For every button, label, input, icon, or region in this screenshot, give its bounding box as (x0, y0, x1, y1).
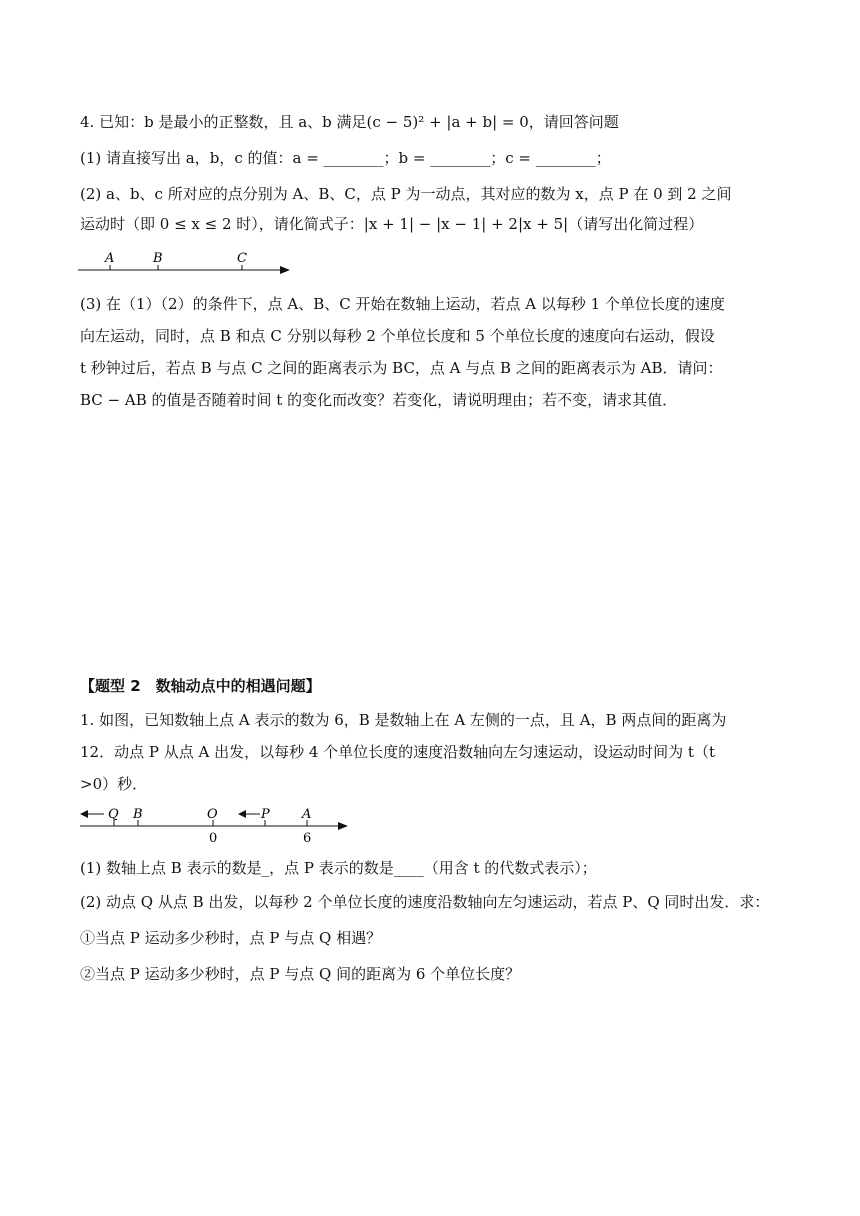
axis-label-a2: A (302, 807, 312, 822)
axis-label-a: A (105, 251, 115, 266)
tick-label-six: 6 (303, 831, 312, 846)
s2-line-2: 12．动点 P 从点 A 出发，以每秒 4 个单位长度的速度沿数轴向左匀速运动，设运动时间为 t（t (80, 743, 715, 761)
axis-label-p: P (261, 807, 270, 822)
s2-line-5: (2) 动点 Q 从点 B 出发，以每秒 2 个单位长度的速度沿数轴向左匀速运动，若点 P、Q 同时出发．求： (80, 893, 770, 911)
s2-line-7: ②当点 P 运动多少秒时，点 P 与点 Q 间的距离为 6 个单位长度？ (80, 965, 521, 983)
q4-line-2: (1) 请直接写出 a，b，c 的值：a = ________；b = ________；c = ________； (80, 149, 611, 167)
axis-label-b: B (153, 251, 163, 266)
number-line-abc (76, 248, 306, 278)
q4-line-6: 向左运动，同时，点 B 和点 C 分别以每秒 2 个单位长度和 5 个单位长度的速度向右运动，假设 (80, 327, 715, 345)
axis-label-c: C (237, 251, 247, 266)
axis-label-q: Q (108, 807, 119, 822)
s2-line-4: (1) 数轴上点 B 表示的数是_，点 P 表示的数是____（用含 t 的代数式表示）； (80, 859, 597, 877)
q4-line-7: t 秒钟过后，若点 B 与点 C 之间的距离表示为 BC，点 A 与点 B 之间的距离表示为 AB．请问： (80, 359, 723, 377)
axis-label-o: O (207, 807, 218, 822)
axis-label-b2: B (133, 807, 143, 822)
q4-line-1: 4. 已知：b 是最小的正整数，且 a、b 满足(c − 5)² + |a + b| = 0，请回答问题 (80, 113, 619, 131)
s2-line-3: >0）秒． (80, 775, 148, 793)
section-title: 【题型 2 数轴动点中的相遇问题】 (80, 677, 321, 695)
tick-label-zero: 0 (209, 831, 218, 846)
number-line-qbopa (76, 802, 366, 846)
q4-line-8: BC − AB 的值是否随着时间 t 的变化而改变？若变化，请说明理由；若不变，请求其值． (80, 391, 678, 409)
q4-line-4: 运动时（即 0 ≤ x ≤ 2 时），请化简式子：|x + 1| − |x − 1| + 2|x + 5|（请写出化简过程） (80, 215, 704, 233)
q4-line-3: (2) a、b、c 所对应的点分别为 A、B、C，点 P 为一动点，其对应的数为 x，点 P 在 0 到 2 之间 (80, 185, 732, 203)
s2-line-1: 1. 如图，已知数轴上点 A 表示的数为 6，B 是数轴上在 A 左侧的一点，且 A，B 两点间的距离为 (80, 711, 727, 729)
q4-line-5: (3) 在（1）（2）的条件下，点 A、B、C 开始在数轴上运动，若点 A 以每秒 1 个单位长度的速度 (80, 295, 725, 313)
s2-line-6: ①当点 P 运动多少秒时，点 P 与点 Q 相遇？ (80, 929, 382, 947)
